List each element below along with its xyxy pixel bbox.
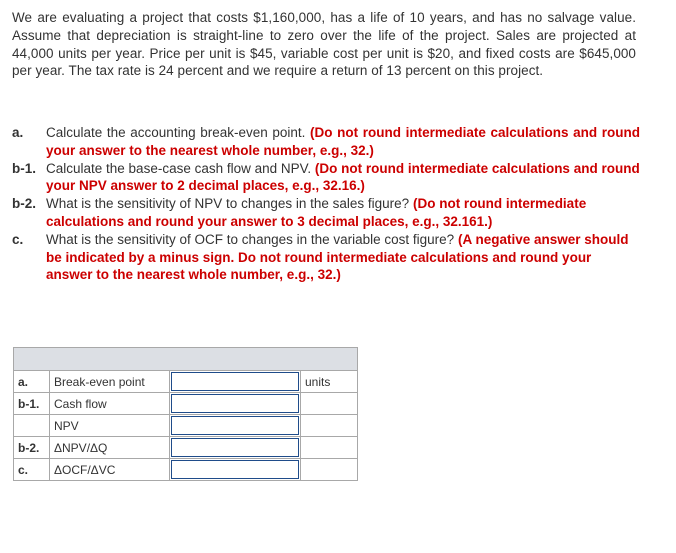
break-even-input[interactable]: [171, 372, 299, 391]
answer-row-npv-sensitivity: [14, 437, 358, 459]
row-label: ΔOCF/ΔVC: [50, 459, 170, 481]
answer-cell: [170, 415, 301, 437]
question-parts: [12, 124, 640, 284]
row-label: Break-even point: [50, 371, 170, 393]
part-b2: [12, 195, 640, 231]
problem-statement: We are evaluating a project that costs $1,160,000, has a life of 10 years, and has no salvage value. Assume that depreciation is straight-line to zero over the life of the project. Sales are projected at 44,000 units per year. Price per unit is $45, variable cost per unit is $20, and fixed costs are $645,000 per year. The tax rate is 24 percent and we require a return of 13 percent on this project.: [12, 10, 636, 79]
part-c: [12, 231, 640, 284]
part-question: Calculate the accounting break-even point.: [46, 125, 306, 140]
row-part-label: a.: [14, 371, 50, 393]
answer-table-header: [14, 348, 358, 371]
part-question: What is the sensitivity of NPV to changes in the sales figure?: [46, 196, 410, 212]
answer-cell: [170, 459, 301, 481]
cash-flow-input[interactable]: [171, 394, 299, 413]
answer-row-cash-flow: [14, 393, 358, 415]
answer-row-break-even: [14, 371, 358, 393]
part-instruction: (Do not round intermediate calculations and round your NPV answer to 2 decimal places, e.g., 32.16.): [46, 160, 640, 194]
row-unit: [301, 459, 358, 481]
row-label: Cash flow: [50, 393, 170, 415]
answer-table: [13, 347, 358, 481]
row-label: ΔNPV/ΔQ: [50, 437, 170, 459]
answer-row-ocf-sensitivity: [14, 459, 358, 481]
part-b1: [12, 160, 640, 196]
part-instruction: (Do not round intermediate calculations and round your answer to the nearest whole number, e.g., 32.): [46, 125, 640, 158]
row-unit: [301, 415, 358, 437]
row-label: NPV: [50, 415, 170, 437]
npv-input[interactable]: [171, 416, 299, 435]
part-instruction: (Do not round intermediate calculations and round your answer to 3 decimal places, e.g., 32.161.): [46, 196, 587, 229]
header-cell: [14, 348, 358, 371]
row-unit: units: [301, 371, 358, 393]
part-label: a.: [12, 125, 24, 140]
row-part-label: c.: [14, 459, 50, 481]
answer-row-npv: [14, 415, 358, 437]
part-question: Calculate the base-case cash flow and NPV.: [46, 160, 312, 176]
row-part-label: b-2.: [14, 437, 50, 459]
answer-cell: [170, 437, 301, 459]
row-unit: [301, 437, 358, 459]
part-instruction: (A negative answer should be indicated by a minus sign. Do not round intermediate calculations and round your answer to the nearest whole number, e.g., 32.): [46, 231, 629, 283]
part-label: c.: [12, 231, 24, 247]
answer-cell: [170, 393, 301, 415]
answer-cell: [170, 371, 301, 393]
ocf-sensitivity-input[interactable]: [171, 460, 299, 479]
part-question: What is the sensitivity of OCF to changes in the variable cost figure?: [46, 231, 455, 247]
part-label: b-1.: [12, 160, 37, 176]
row-part-label: [14, 415, 50, 437]
row-unit: [301, 393, 358, 415]
npv-sensitivity-input[interactable]: [171, 438, 299, 457]
part-a: [12, 124, 640, 160]
part-label: b-2.: [12, 196, 37, 212]
row-part-label: b-1.: [14, 393, 50, 415]
